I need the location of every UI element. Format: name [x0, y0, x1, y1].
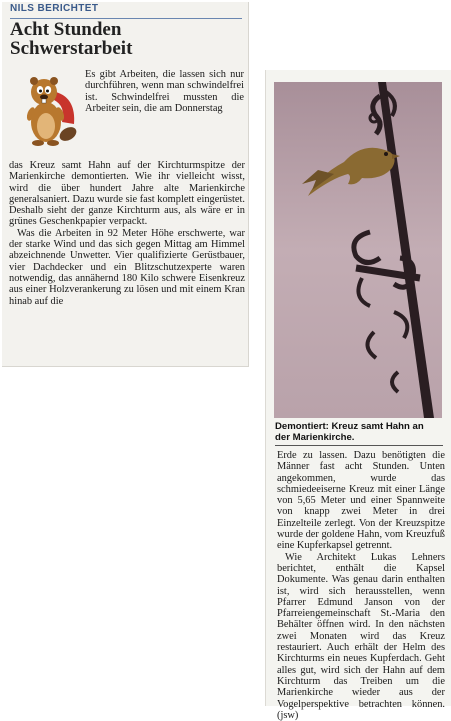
article-body-left [9, 160, 245, 307]
caption-divider [275, 445, 443, 446]
intro-paragraph [85, 69, 244, 114]
continuation-paragraph-2: Wie Architekt Lukas Lehners berichtet, enthält die Kapsel Dokumente. Was genau darin enthalten ist, wird sich herausstellen, wenn Pfarrer Edmund Janson von der Pfarreiengemeinschaft St.-Maria den Behälter öffnen wird. In den nächsten zwei Monaten wird das Kreuz restauriert. Auch erhält der Helm des Kirchturms ein neues Kupferdach. Geht alles gut, wird sich der Hahn auf dem Kirchturm das Treiben um die Marienkirche wieder aus der Vogelperspektive betrachten können. (jsw) [277, 551, 445, 721]
article-clipping-left [2, 2, 249, 367]
beaver-mascot-icon [16, 72, 80, 152]
column-kicker: NILS BERICHTET [10, 3, 99, 14]
headline-line-1: Acht Stunden [10, 19, 122, 40]
church-cross-photo [274, 82, 442, 418]
continuation-paragraph-1: Erde zu lassen. Dazu benötigten die Männer fast acht Stunden. Unten angekommen, wurde das schmiedeeiserne Kreuz mit einer Länge von 5,65 Meter und einer Spannweite von knapp zwei Meter in drei Einzelteile zerlegt. Von der Kreuzspitze wurde der goldene Hahn, vom Kreuzfuß eine Kupferkapsel getrennt. [277, 450, 445, 552]
caption-line-1: Demontiert: Kreuz samt Hahn an [275, 421, 424, 432]
headline-line-2: Schwerstarbeit [10, 38, 133, 59]
article-clipping-right [265, 70, 451, 721]
church-cross-with-rooster-photo [274, 82, 442, 418]
article-body-right [277, 450, 445, 721]
paragraph-2: Was die Arbeiten in 92 Meter Höhe erschwerte, war der starke Wind und das sich gegen Mittag am Himmel abzeichnende Unwetter. Vier qualifizierte Gerüstbauer, vier Dachdecker und ein Blitzschutzexperte waren notwendig, das annähernd 180 Kilo schwere Eisenkreuz aus einer Holzverankerung zu lösen und mit einem Kran hinab auf die [9, 227, 245, 307]
paragraph-1-continued: das Kreuz samt Hahn auf der Kirchturmspitze der Marienkirche demontierten. Wie ihr vielleicht wisst, wird die über hundert Jahre alte Marienkirche generalsaniert. Dazu wurde sie fast komplett eingerüstet. Deshalb sieht der ganze Kirchturm aus, als wäre er in grünes Geschenkpapier verpackt. [9, 160, 246, 228]
intro-float-text: Es gibt Arbeiten, die lassen sich nur durchführen, wenn man schwindelfrei ist. Schwindelfrei mussten die Arbeiter sein, die am Donnerstag [85, 69, 244, 114]
caption-line-2: der Marienkirche. [275, 432, 355, 443]
photo-caption [275, 421, 443, 443]
article-headline [10, 20, 240, 58]
